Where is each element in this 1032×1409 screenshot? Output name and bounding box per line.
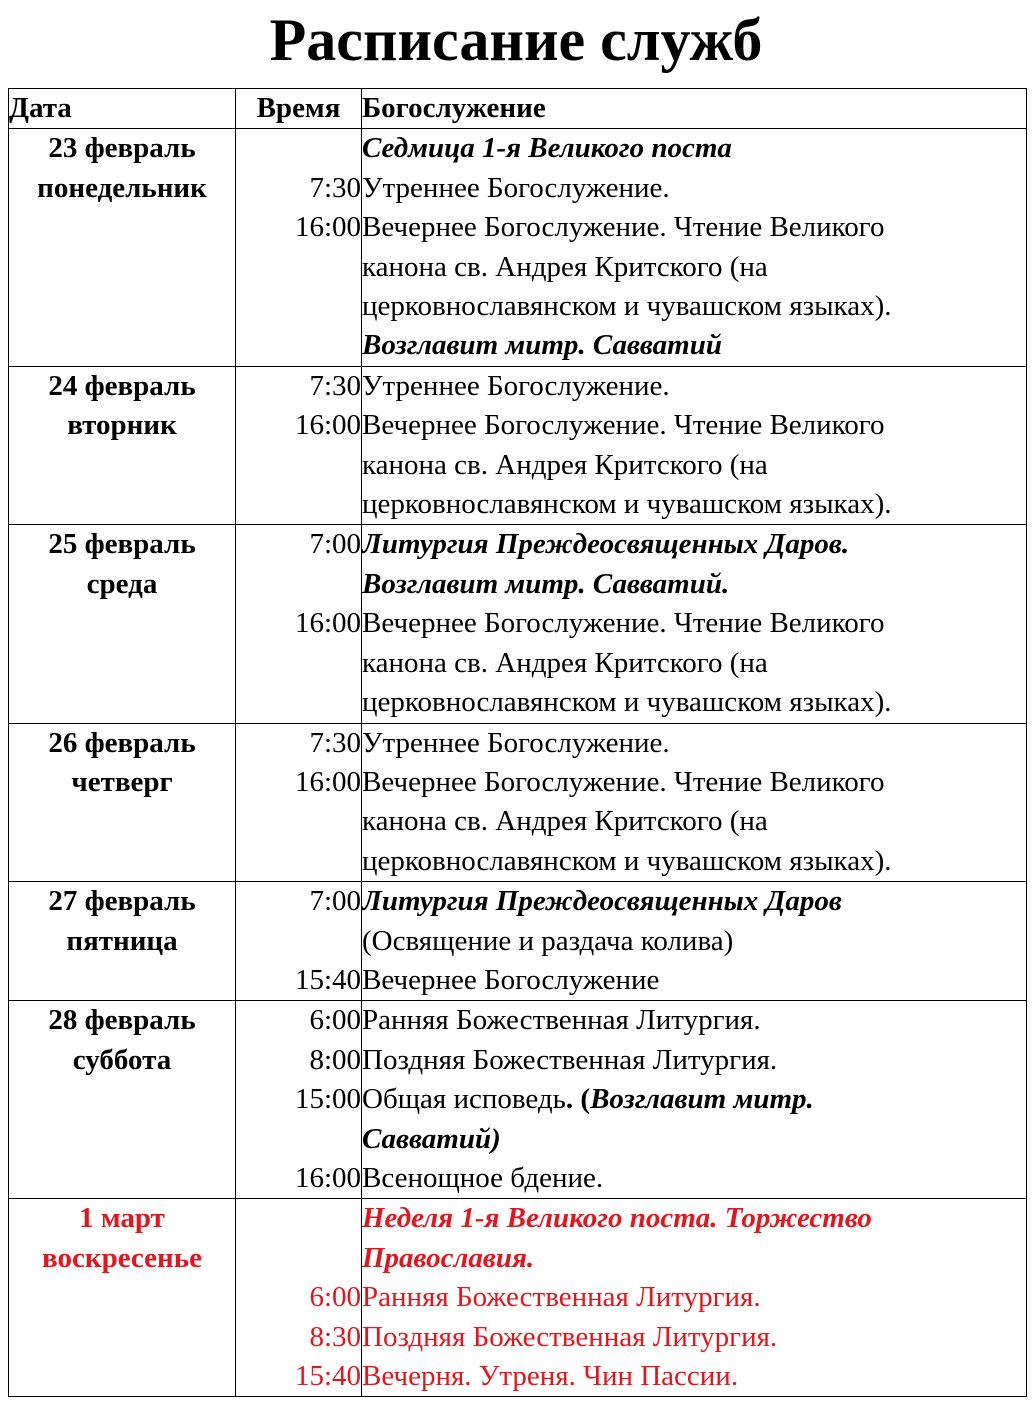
date-text: 27 февраль [48, 885, 196, 918]
header-date: Дата [9, 89, 236, 129]
service-line: канона св. Андрея Критского (на [362, 805, 768, 838]
schedule-table [8, 88, 1027, 1397]
service-cell [362, 1199, 1027, 1397]
time-text: 16:00 [294, 607, 361, 640]
weekday-text: четверг [71, 765, 173, 798]
service-note: Савватий) [362, 1122, 501, 1155]
time-text: 16:00 [294, 765, 361, 798]
service-line: канона св. Андрея Критского (на [362, 250, 768, 283]
service-line: Утреннее Богослужение. [362, 171, 670, 204]
time-text: 6:00 [309, 1281, 361, 1314]
service-line: Ранняя Божественная Литургия. [362, 1004, 761, 1037]
service-line: канона св. Андрея Критского (на [362, 646, 768, 679]
service-cell [362, 129, 1027, 366]
time-cell [236, 882, 362, 1001]
date-cell [9, 1001, 236, 1199]
table-row [9, 723, 1027, 882]
time-text: 7:00 [309, 528, 361, 561]
time-text: 7:30 [309, 726, 361, 759]
service-line: Всенощное бдение. [362, 1161, 604, 1194]
service-note: Возглавит митр. [590, 1083, 814, 1116]
time-cell [236, 723, 362, 882]
table-row-sunday [9, 1199, 1027, 1397]
service-line: Поздняя Божественная Литургия. [362, 1320, 778, 1353]
service-note: Возглавит митр. Савватий [362, 329, 722, 362]
service-line: Поздняя Божественная Литургия. [362, 1043, 778, 1076]
service-note: Возглавит митр. Савватий. [362, 567, 730, 600]
date-cell [9, 723, 236, 882]
time-text: 15:00 [294, 1083, 361, 1116]
service-cell [362, 723, 1027, 882]
date-text: 23 февраль [48, 132, 196, 165]
service-cell [362, 882, 1027, 1001]
table-row [9, 525, 1027, 723]
service-heading: Седмица 1-я Великого поста [362, 132, 732, 165]
service-line: Утреннее Богослужение. [362, 726, 670, 759]
date-text: 28 февраль [48, 1004, 196, 1037]
weekday-text: вторник [67, 409, 177, 442]
service-line: Вечернее Богослужение. Чтение Великого [362, 607, 885, 640]
service-line: Вечерня. Утреня. Чин Пассии. [362, 1360, 739, 1392]
service-line: церковнославянском и чувашском языках). [362, 290, 892, 323]
page-title: Расписание служб [269, 7, 763, 73]
service-heading: Литургия Преждеосвященных Даров. [362, 528, 850, 561]
header-time: Время [236, 89, 362, 129]
service-cell [362, 366, 1027, 525]
date-cell [9, 1199, 236, 1397]
header-service: Богослужение [362, 89, 1027, 129]
time-cell [236, 366, 362, 525]
weekday-text: понедельник [37, 171, 207, 204]
service-line: церковнославянском и чувашском языках). [362, 686, 892, 719]
time-text: 16:00 [294, 1161, 361, 1194]
time-text: 6:00 [309, 1004, 361, 1037]
table-header-row [9, 89, 1027, 129]
service-line: (Освящение и раздача колива) [362, 924, 734, 957]
service-heading: Литургия Преждеосвященных Даров [362, 885, 842, 918]
service-line: церковнославянском и чувашском языках). [362, 844, 892, 877]
service-line: канона св. Андрея Критского (на [362, 448, 768, 481]
time-cell [236, 525, 362, 723]
time-text: 16:00 [294, 409, 361, 442]
date-text: 24 февраль [48, 369, 196, 402]
table-row [9, 882, 1027, 1001]
service-cell [362, 1001, 1027, 1199]
time-text: 16:00 [294, 211, 361, 244]
time-text: 7:30 [309, 369, 361, 402]
weekday-text: воскресенье [42, 1241, 202, 1274]
service-line: Вечернее Богослужение. Чтение Великого [362, 409, 885, 442]
table-row [9, 129, 1027, 366]
date-cell [9, 366, 236, 525]
date-cell [9, 882, 236, 1001]
time-text: 8:00 [309, 1043, 361, 1076]
time-text: 15:40 [294, 963, 361, 996]
time-cell [236, 1001, 362, 1199]
service-line: Вечернее Богослужение [362, 963, 660, 996]
time-text: 7:00 [309, 885, 361, 918]
service-cell [362, 525, 1027, 723]
time-text: 7:30 [309, 171, 361, 204]
service-heading: Православия. [362, 1241, 535, 1274]
date-text: 26 февраль [48, 726, 196, 759]
weekday-text: среда [86, 567, 158, 600]
confession-text: Общая исповедь [362, 1083, 566, 1116]
table-row [9, 1001, 1027, 1199]
date-cell [9, 525, 236, 723]
service-heading: Неделя 1-я Великого поста. Торжество [362, 1202, 872, 1235]
table-row [9, 366, 1027, 525]
service-line: Вечернее Богослужение. Чтение Великого [362, 211, 885, 244]
time-cell [236, 1199, 362, 1397]
time-cell [236, 129, 362, 366]
date-text: 1 март [79, 1202, 165, 1235]
service-line-confession [362, 1080, 1026, 1119]
service-line: Утреннее Богослужение. [362, 369, 670, 402]
confession-punct: . ( [565, 1083, 591, 1116]
date-text: 25 февраль [48, 528, 196, 561]
time-text: 15:40 [294, 1359, 361, 1392]
time-text: 8:30 [309, 1320, 361, 1353]
service-line: Вечернее Богослужение. Чтение Великого [362, 765, 885, 798]
weekday-text: пятница [66, 924, 178, 957]
date-cell [9, 129, 236, 366]
service-line: Ранняя Божественная Литургия. [362, 1281, 761, 1314]
service-line: церковнославянском и чувашском языках). [362, 488, 892, 521]
weekday-text: суббота [72, 1043, 172, 1076]
